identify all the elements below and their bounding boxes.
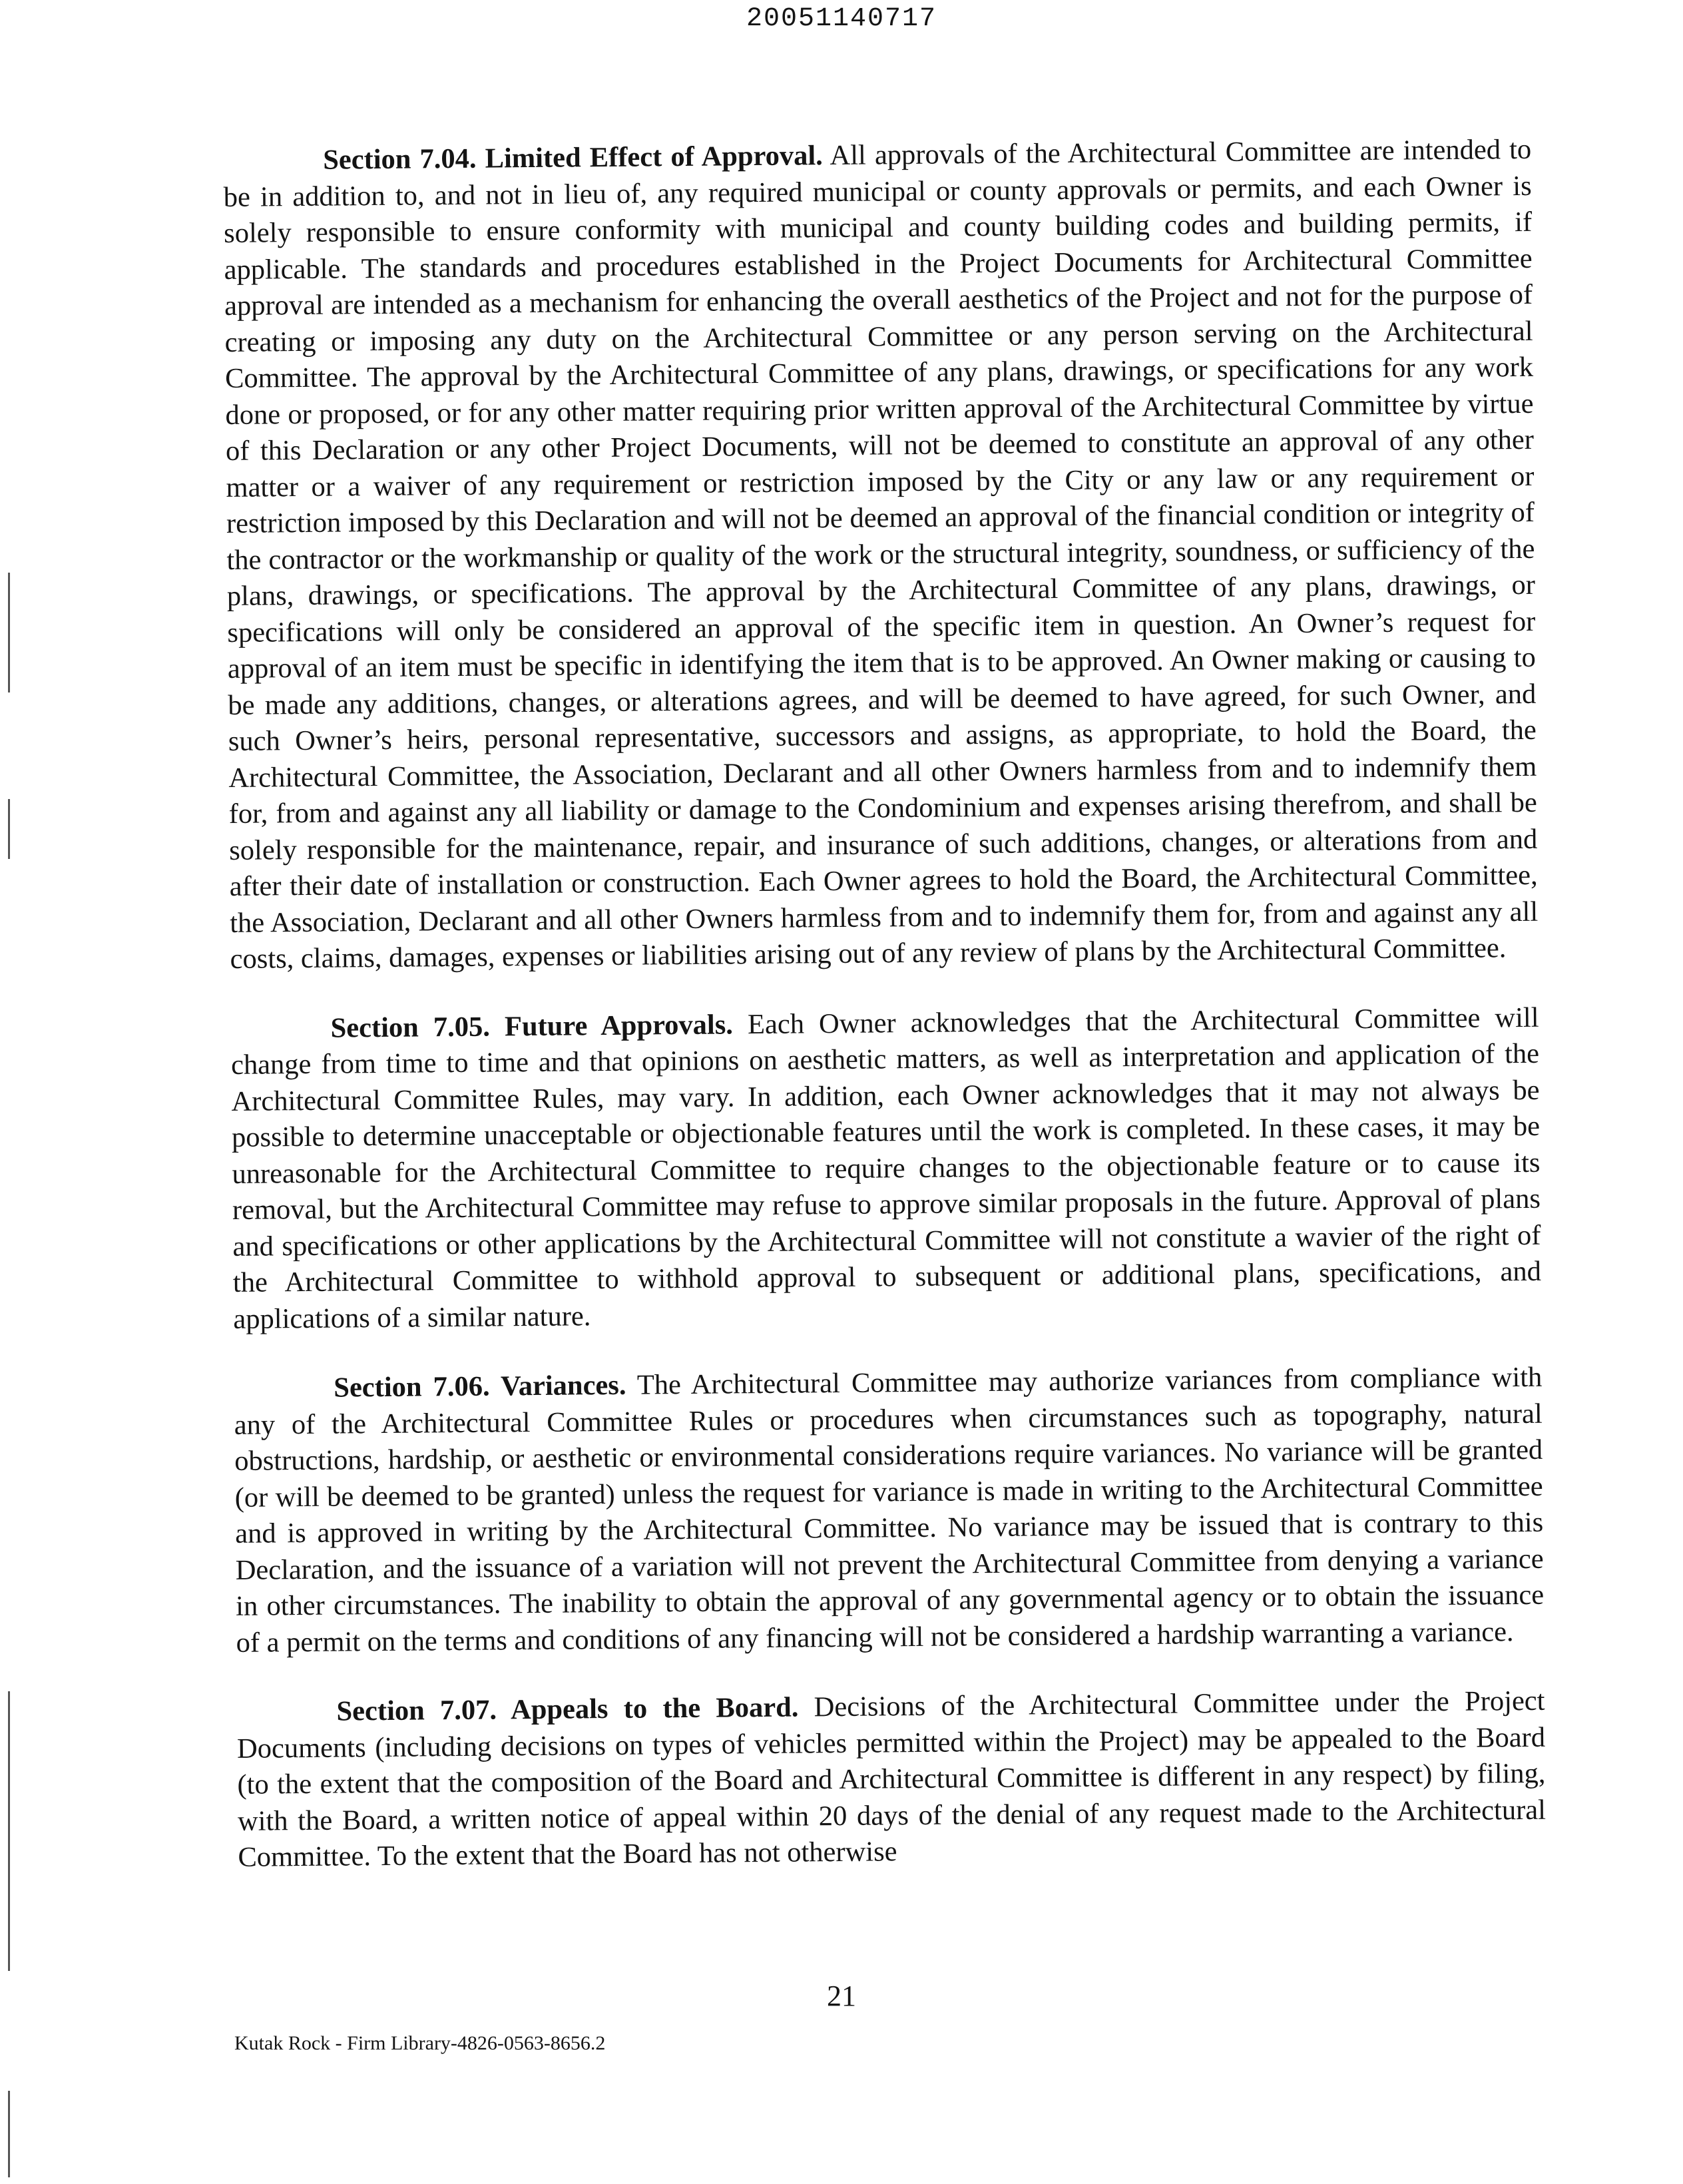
page-body — [223, 132, 1547, 1910]
section-text: Decisions of the Architectural Committee under the Project Documents (including decisions on types of vehicles permitted within the Project) may be appealed to the Board (to the extent that the composition of the Board and Architectural Committee is different in any respect) by filing, with the Board, a written notice of appeal within 20 days of the denial of any request made to the Architectural Committee. To the extent that the Board has not otherwise — [236, 1685, 1547, 1873]
document-number: 20051140717 — [746, 4, 937, 34]
scan-edge-mark — [8, 1691, 10, 1971]
section-heading: Section 7.06. Variances. — [334, 1369, 626, 1404]
section-text: All approvals of the Architectural Committee are intended to be in addition to, and not in lieu of, any required municipal or county approvals or permits, and each Owner is solely responsible to ensure conformity with municipal and county building codes and building permits, if applicable. The standards and procedures established in the Project Documents for Architectural Committee approval are intended as a mechanism for enhancing the overall aesthetics of the Project and not for the purpose of creating or imposing any duty on the Architectural Committee or any person serving on the Architectural Committee. The approval by the Architectural Committee of any plans, drawings, or specifications for any work done or proposed, or for any other matter requiring prior written approval of the Architectural Committee by virtue of this Declaration or any other Project Documents, will not be deemed to constitute an approval of any other matter or a waiver of any requirement or restriction imposed by the City or any law or any requirement or restriction imposed by this Declaration and will not be deemed an approval of the financial condition or integrity of the contractor or the workmanship or quality of the work or the structural integrity, soundness, or sufficiency of the plans, drawings, or specifications. The approval by the Architectural Committee of any plans, drawings, or specifications will only be considered an approval of the specific item in question. An Owner’s request for approval of an item must be specific in identifying the item that is to be approved. An Owner making or causing to be made any additions, changes, or alterations agrees, and will be deemed to have agreed, for such Owner, and such Owner’s heirs, personal representative, successors and assigns, as appropriate, to hold the Board, the Architectural Committee, the Association, Declarant and all other Owners harmless from and to indemnify them for, from and against any all liability or damage to the Condominium and expenses arising therefrom, and shall be solely responsible for the maintenance, repair, and insurance of such additions, changes, or alterations from and after their date of installation or construction. Each Owner agrees to hold the Board, the Architectural Committee, the Association, Declarant and all other Owners harmless from and to indemnify them for, from and against any all costs, claims, damages, expenses or liabilities arising out of any review of plans by the Architectural Committee. — [223, 133, 1539, 975]
section-heading: Section 7.04. Limited Effect of Approval. — [323, 140, 823, 176]
section-text: The Architectural Committee may authorize variances from compliance with any of the Architectural Committee Rules or procedures when circumstances such as topography, natural obstructions, hardship, or aesthetic or environmental considerations require variances. No variance will be granted (or will be deemed to be granted) unless the request for variance is made in writing to the Architectural Committee and is approved in writing by the Architectural Committee. No variance may be issued that is contrary to this Declaration, and the issuance of a variation will not prevent the Architectural Committee from denying a variance in other circumstances. The inability to obtain the approval of any governmental agency or to obtain the issuance of a permit on the terms and conditions of any financing will not be considered a hardship warranting a variance. — [234, 1361, 1545, 1659]
section-heading: Section 7.05. Future Approvals. — [330, 1008, 734, 1044]
section-heading: Section 7.07. Appeals to the Board. — [336, 1691, 799, 1727]
section-7-07 — [236, 1683, 1546, 1876]
scan-edge-mark — [8, 2091, 10, 2177]
section-text: Each Owner acknowledges that the Architectural Committee will change from time to time and that opinions on aesthetic matters, as well as interpretation and application of the Architectural Committee Rules, may vary. In addition, each Owner acknowledges that it may not always be possible to determine unacceptable or objectionable features until the work is completed. In these cases, it may be unreasonable for the Architectural Committee to require changes to the objectionable feature or to cause its removal, but the Architectural Committee may refuse to approve similar proposals in the future. Approval of plans and specifications or other applications by the Architectural Committee will not constitute a wavier of the right of the Architectural Committee to withhold approval to subsequent or additional plans, specifications, and applications of a similar nature. — [230, 1001, 1542, 1335]
section-7-05 — [230, 999, 1541, 1338]
footer-document-id: Kutak Rock - Firm Library-4826-0563-8656.2 — [234, 2032, 606, 2054]
page-number: 21 — [827, 1980, 856, 2012]
section-7-04 — [223, 132, 1539, 978]
scan-edge-mark — [8, 573, 10, 692]
scan-edge-mark — [8, 799, 10, 859]
section-7-06 — [234, 1360, 1545, 1661]
